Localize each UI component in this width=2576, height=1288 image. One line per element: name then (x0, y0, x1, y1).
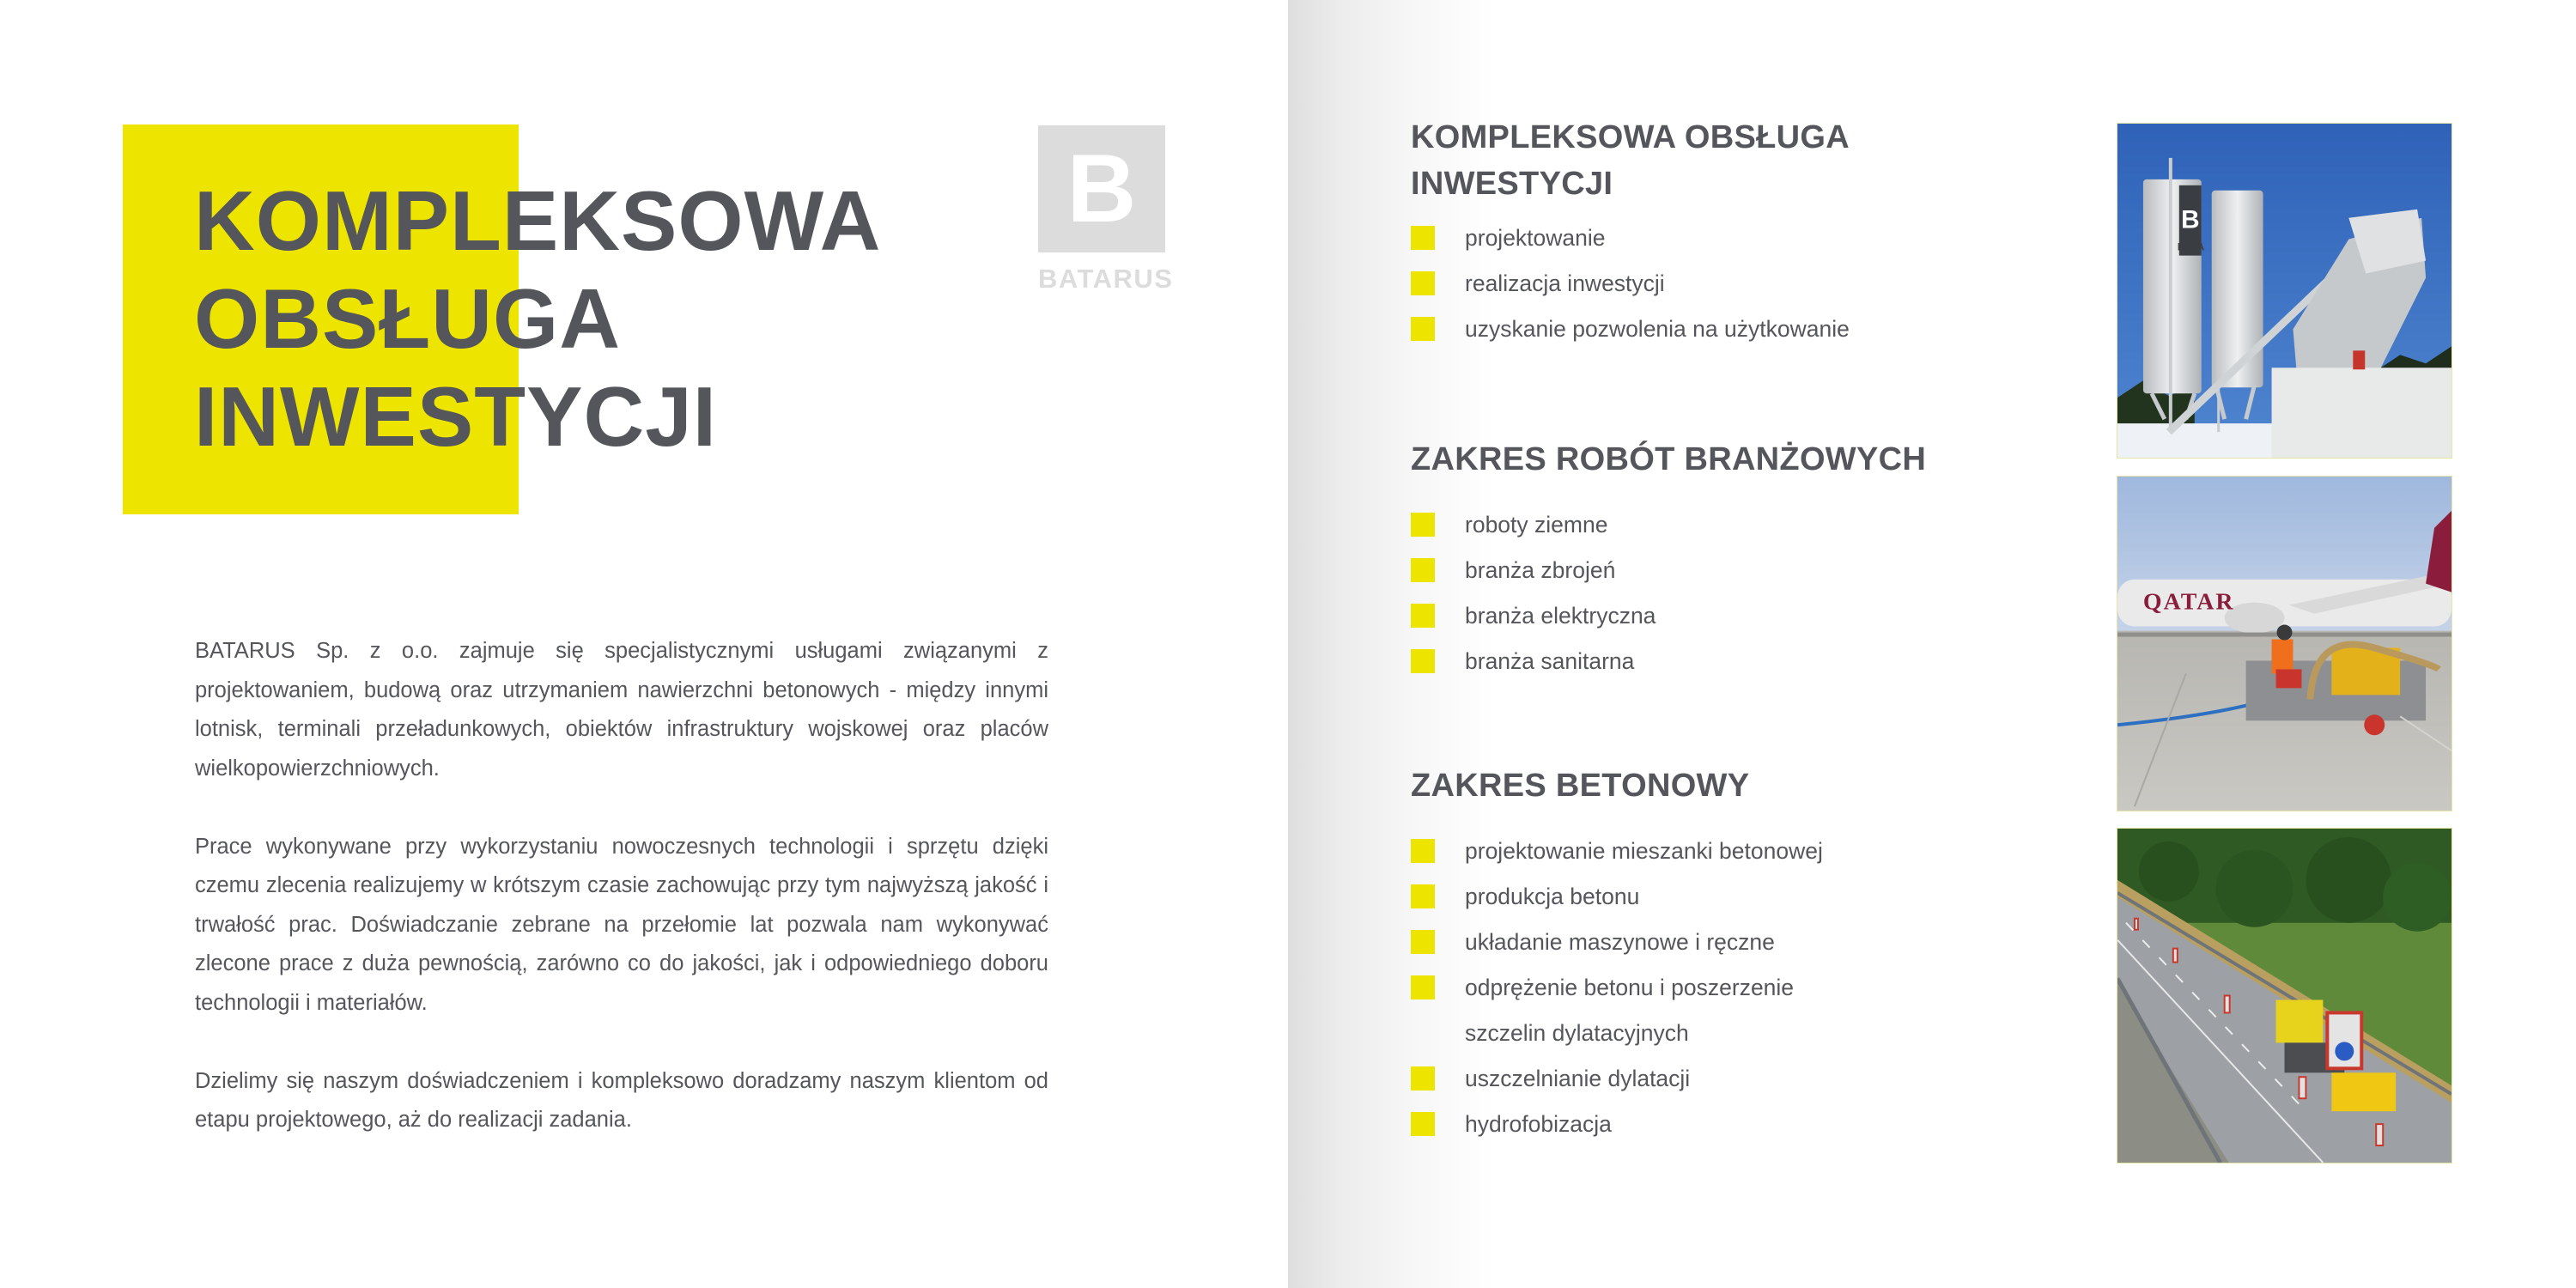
hero-title (194, 172, 881, 465)
yellow-square-bullet-icon (1411, 317, 1435, 341)
yellow-square-bullet-icon (1411, 226, 1435, 250)
section-heading-line: INWESTYCJI (1411, 166, 1613, 202)
logo-wordmark: BATARUS (1038, 264, 1174, 294)
photo-highway-works (2117, 828, 2452, 1163)
yellow-square-bullet-icon (1411, 930, 1435, 954)
list-item (1411, 1056, 1960, 1102)
section-heading-line: ZAKRES ROBÓT BRANŻOWYCH (1411, 441, 1927, 477)
batarus-logo (1038, 125, 1174, 294)
silo-sign-letter: B (2180, 205, 2200, 234)
list-item-text: branża sanitarna (1465, 648, 1635, 674)
list-item-text: projektowanie (1465, 225, 1606, 251)
photo-airport-apron (2117, 476, 2452, 811)
section-concrete-scope (1411, 762, 1960, 1147)
hero-title-line: OBSŁUGA (194, 271, 621, 366)
list-item-text: projektowanie mieszanki betonowej (1465, 838, 1823, 864)
silo-sign-text: BATA (2177, 240, 2205, 253)
list-item (1411, 829, 1960, 874)
list-item (1411, 1102, 1960, 1147)
hero-title-line: KOMPLEKSOWA (194, 173, 882, 268)
section-heading (1411, 762, 1960, 809)
list-item (1411, 502, 1960, 548)
paragraph: Prace wykonywane przy wykorzystaniu nowoczesnych technologii i sprzętu dzięki czemu zlecenia realizujemy w krótszym czasie zachowując przy tym najwyższą jakość i trwałość prac. Doświadczanie zebrane na przełomie lat pozwala nam wykonywać zlecone prace z duża pewnością, zarówno co do jakości, jak i odpowiedniego doboru technologii i materiałów. (195, 834, 1048, 1015)
yellow-square-bullet-icon (1411, 839, 1435, 863)
list-item (1411, 965, 1960, 1011)
list-item (1411, 216, 1960, 261)
yellow-square-bullet-icon (1411, 513, 1435, 537)
service-list (1411, 829, 1960, 1147)
list-item-text: produkcja betonu (1465, 884, 1640, 909)
section-investment-service (1411, 114, 1960, 352)
list-item-text: branża elektryczna (1465, 603, 1656, 629)
section-trade-works (1411, 436, 1960, 684)
paragraph: Dzielimy się naszym doświadczeniem i kompleksowo doradzamy naszym klientom od etapu projektowego, aż do realizacji zadania. (195, 1068, 1048, 1132)
section-heading-line: KOMPLEKSOWA OBSŁUGA (1411, 119, 1850, 155)
list-item-text: hydrofobizacja (1465, 1111, 1612, 1137)
section-heading (1411, 114, 1960, 207)
highway-works-illustration (2117, 829, 2451, 1163)
list-item-continuation (1411, 1011, 1960, 1056)
yellow-square-bullet-icon (1411, 884, 1435, 908)
airport-works-illustration (2117, 477, 2451, 811)
logo-mark (1038, 125, 1165, 252)
list-item-text: roboty ziemne (1465, 512, 1608, 538)
list-item-text: odprężenie betonu i poszerzenie (1465, 975, 1795, 1000)
list-item-text: szczelin dylatacyjnych (1465, 1020, 1689, 1046)
list-item-text: układanie maszynowe i ręczne (1465, 929, 1775, 955)
logo-letter: B (1066, 135, 1137, 242)
yellow-square-bullet-icon (1411, 1112, 1435, 1136)
section-heading (1411, 436, 1960, 483)
yellow-square-bullet-icon (1411, 271, 1435, 295)
list-item-text: uzyskanie pozwolenia na użytkowanie (1465, 316, 1850, 342)
aircraft-livery-text: QATAR (2142, 588, 2235, 616)
list-item (1411, 593, 1960, 639)
list-item (1411, 920, 1960, 965)
company-description (195, 632, 1048, 1179)
list-item (1411, 874, 1960, 920)
list-item (1411, 548, 1960, 593)
list-item-text: branża zbrojeń (1465, 557, 1616, 583)
paragraph: BATARUS Sp. z o.o. zajmuje się specjalistycznymi usługami związanymi z projektowaniem, budową oraz utrzymaniem nawierzchni betonowych - między innymi lotnisk, terminali przeładunkowych, obiektów infrastruktury wojskowej oraz placów wielkopowierzchniowych. (195, 639, 1048, 781)
photo-concrete-plant (2117, 123, 2452, 459)
service-list (1411, 216, 1960, 352)
list-item-text: uszczelnianie dylatacji (1465, 1066, 1691, 1091)
yellow-square-bullet-icon (1411, 975, 1435, 999)
yellow-square-bullet-icon (1411, 558, 1435, 582)
list-item-text: realizacja inwestycji (1465, 270, 1665, 296)
list-item (1411, 639, 1960, 684)
service-list (1411, 502, 1960, 684)
yellow-square-bullet-icon (1411, 649, 1435, 673)
section-heading-line: ZAKRES BETONOWY (1411, 768, 1750, 804)
hero-title-line: INWESTYCJI (194, 369, 717, 464)
concrete-plant-illustration (2117, 124, 2451, 458)
yellow-square-bullet-icon (1411, 1066, 1435, 1091)
list-item (1411, 307, 1960, 352)
yellow-square-bullet-icon (1411, 604, 1435, 628)
list-item (1411, 261, 1960, 307)
